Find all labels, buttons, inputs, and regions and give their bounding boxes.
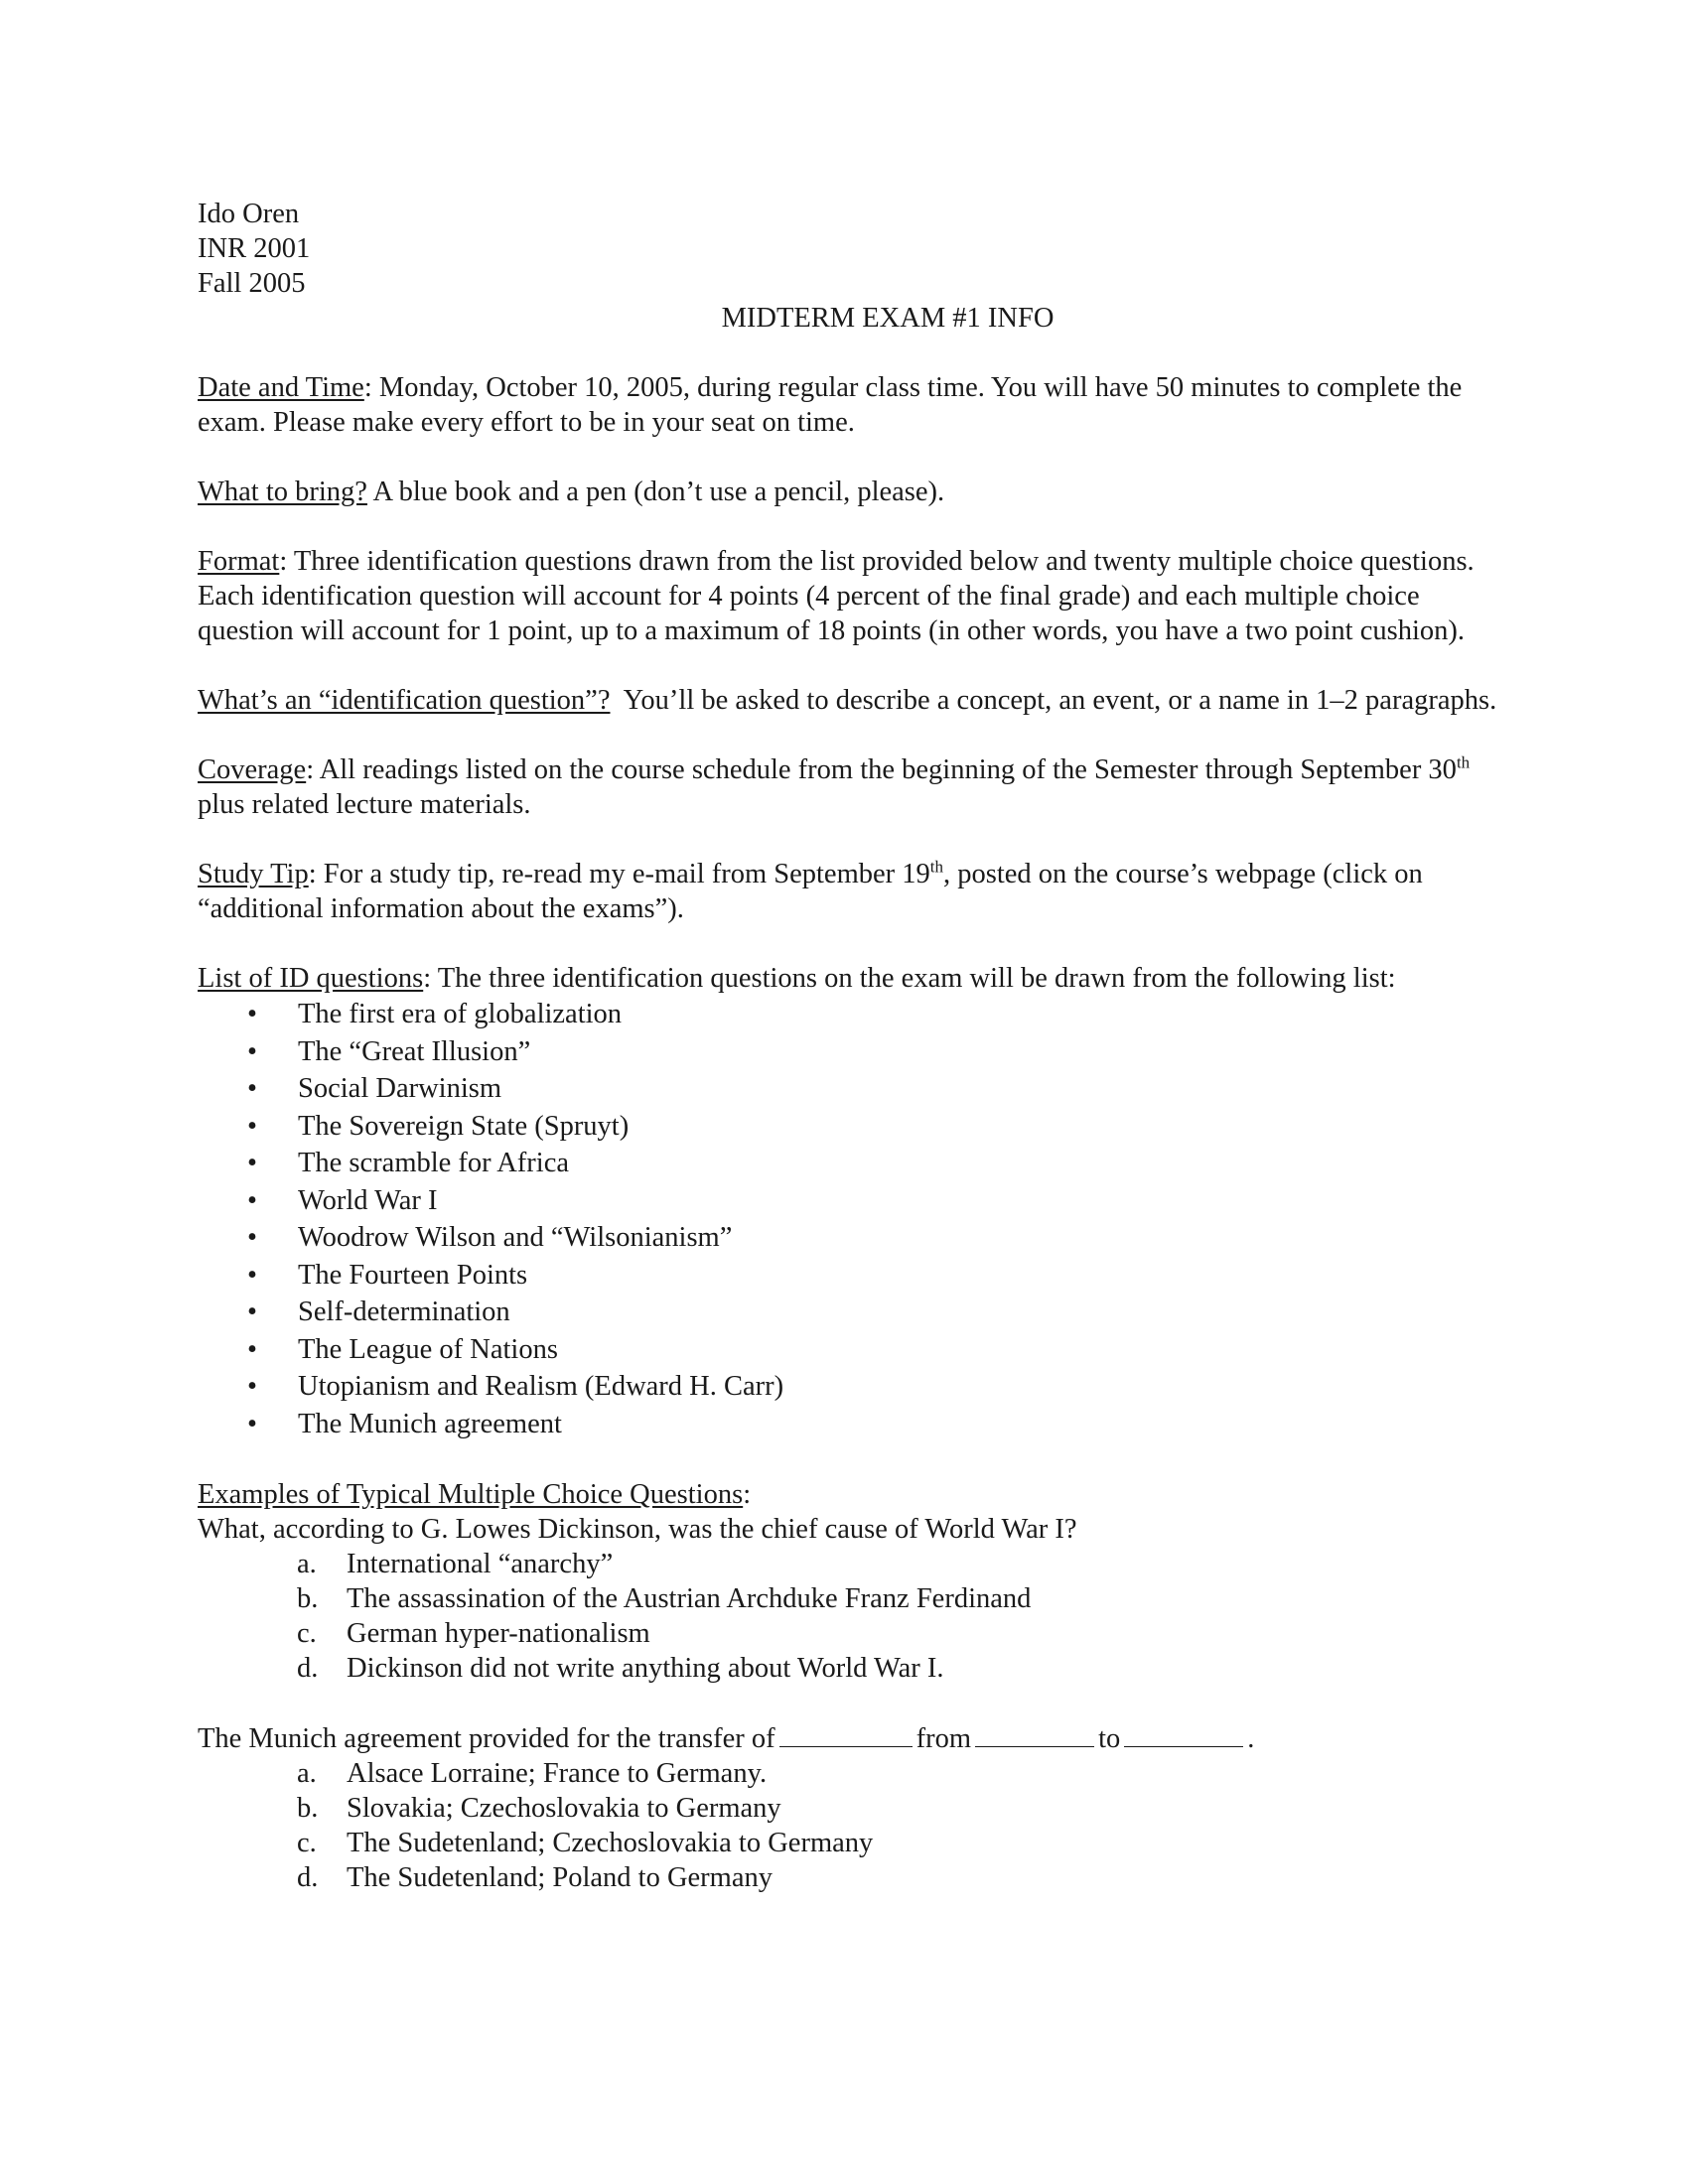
bullet-icon: • [247,1222,257,1253]
study-tip-superscript: th [929,857,943,877]
bullet-icon: • [247,1297,257,1327]
choice-letter: b. [297,1793,319,1824]
course-code: INR 2001 [198,233,311,264]
choice-text: The Sudetenland; Poland to Germany [347,1862,773,1893]
date-time-paragraph [198,370,1518,440]
choice-text: Slovakia; Czechoslovakia to Germany [347,1793,781,1824]
choice-item [198,1860,1518,1895]
bullet-icon: • [247,1035,257,1067]
mc-question-2-part4: . [1247,1723,1255,1754]
choice-letter: c. [297,1828,317,1858]
what-to-bring-text: A blue book and a pen (don’t use a pencil, please). [366,477,945,507]
document-title: MIDTERM EXAM #1 INFO [721,303,1055,334]
bullet-icon: • [247,999,257,1029]
mc-question-2-part1: The Munich agreement provided for the transfer of [198,1723,775,1754]
answer-blank [1124,1720,1243,1747]
list-item-text: The scramble for Africa [298,1148,569,1178]
choice-text: Dickinson did not write anything about World War I. [347,1653,944,1684]
coverage-superscript: th [1456,752,1471,772]
list-item-text: The “Great Illusion” [298,1035,531,1067]
mc-examples-heading [198,1477,1518,1512]
list-item-text: Woodrow Wilson and “Wilsonianism” [298,1222,733,1253]
bullet-icon: • [247,1073,257,1104]
choice-item [198,1616,1518,1651]
list-item-text: World War I [298,1184,438,1216]
choice-letter: d. [297,1653,319,1684]
coverage-text: : All readings listed on the course schedule from the beginning of the Semester through September 30 [306,754,1457,785]
list-item [198,1294,1518,1331]
choice-letter: b. [297,1583,319,1614]
list-item-text: The Fourteen Points [298,1259,528,1291]
id-list-text: : The three identification questions on the exam will be drawn from the following list: [423,963,1396,994]
answer-blank [975,1720,1094,1747]
choice-text: The assassination of the Austrian Archduke Franz Ferdinand [347,1583,1032,1614]
date-time-label: Date and Time [198,372,364,403]
format-label: Format [198,546,280,577]
date-time-text: : Monday, October 10, 2005, during regular class time. You will have 50 minutes to complete the exam. Please make every effort to be in your seat on time. [198,372,1463,438]
mc-question-1: What, according to G. Lowes Dickinson, was the chief cause of World War I? [198,1514,1077,1545]
id-question-list [198,996,1518,1442]
study-tip-label: Study Tip [198,859,309,889]
choice-text: Alsace Lorraine; France to Germany. [347,1758,768,1789]
list-item [198,1070,1518,1108]
mc-question-2-choices [198,1756,1518,1895]
choice-item [198,1547,1518,1581]
format-paragraph [198,544,1518,648]
list-item [198,1182,1518,1220]
id-question-label: What’s an “identification question”? [198,685,611,716]
choice-text: German hyper-nationalism [347,1618,650,1649]
bullet-icon: • [247,1148,257,1178]
list-item [198,1257,1518,1295]
list-item [198,1108,1518,1146]
bullet-icon: • [247,1371,257,1402]
list-item-text: Self-determination [298,1297,510,1327]
coverage-paragraph [198,752,1518,822]
choice-letter: c. [297,1618,317,1649]
list-item [198,1033,1518,1071]
list-item-text: The first era of globalization [298,999,623,1029]
author-name: Ido Oren [198,199,300,229]
choice-item [198,1756,1518,1791]
list-item-text: Social Darwinism [298,1073,502,1104]
list-item [198,1406,1518,1443]
mc-question-2 [198,1720,1518,1756]
list-item [198,1145,1518,1182]
document-page [198,197,1518,1895]
bullet-icon: • [247,1110,257,1142]
choice-item [198,1826,1518,1860]
study-tip-text-after: , posted on the course’s webpage (click on “additional information about the exams”). [198,859,1423,924]
list-item [198,996,1518,1033]
choice-item [198,1581,1518,1616]
choice-letter: a. [297,1549,317,1579]
bullet-icon: • [247,1333,257,1365]
format-text: : Three identification questions drawn from the list provided below and twenty multiple choice questions. Each identification question will account for 4 points (4 percent of the final grade) and each multiple choice question will account for 1 point, up to a maximum of 18 points (in other words, you have a two point cushion). [198,546,1475,646]
study-tip-text: : For a study tip, re-read my e-mail from September 19 [308,859,930,889]
mc-question-2-part3: to [1098,1723,1121,1754]
choice-item [198,1651,1518,1686]
list-item-text: The Sovereign State (Spruyt) [298,1110,630,1142]
bullet-icon: • [247,1259,257,1291]
id-list-label: List of ID questions [198,963,424,994]
mc-question-2-part2: from [915,1723,972,1754]
list-item-text: The Munich agreement [298,1408,562,1439]
coverage-label: Coverage [198,754,307,785]
what-to-bring-label: What to bring? [198,477,367,507]
choice-letter: d. [297,1862,319,1893]
list-item [198,1331,1518,1369]
choice-letter: a. [297,1758,317,1789]
bullet-icon: • [247,1408,257,1439]
list-item [198,1219,1518,1257]
choice-item [198,1791,1518,1826]
term: Fall 2005 [198,268,306,299]
answer-blank [779,1720,913,1747]
mc-examples-label: Examples of Typical Multiple Choice Questions [198,1479,744,1510]
mc-examples-colon: : [743,1479,752,1510]
id-list-intro [198,961,1518,996]
list-item [198,1368,1518,1406]
bullet-icon: • [247,1184,257,1216]
choice-text: The Sudetenland; Czechoslovakia to Germany [347,1828,874,1858]
mc-question-1-choices [198,1547,1518,1686]
id-question-text: You’ll be asked to describe a concept, an event, or a name in 1–2 paragraphs. [610,685,1497,716]
id-question-paragraph [198,683,1518,718]
list-item-text: Utopianism and Realism (Edward H. Carr) [298,1371,784,1402]
list-item-text: The League of Nations [298,1333,558,1365]
coverage-text-after: plus related lecture materials. [198,789,531,820]
choice-text: International “anarchy” [347,1549,614,1579]
what-to-bring-paragraph [198,475,1518,509]
study-tip-paragraph [198,857,1518,926]
